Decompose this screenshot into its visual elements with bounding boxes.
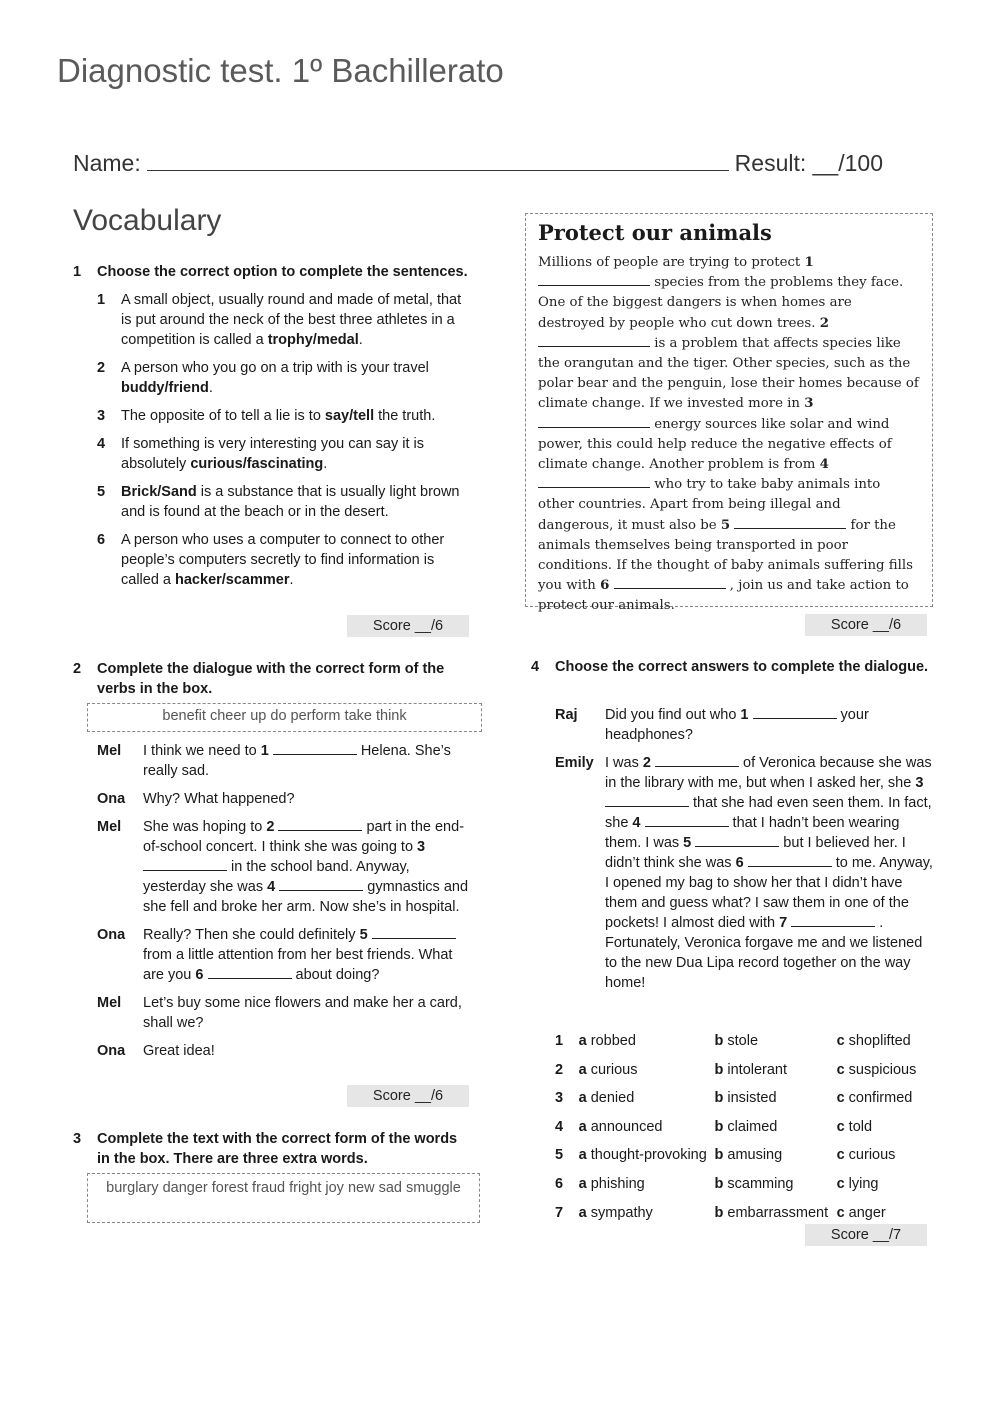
- item-text-post: the truth.: [374, 408, 436, 424]
- text-segment: in the school band. Anyway, yesterday she was: [143, 859, 410, 895]
- text-segment: I think we need to: [143, 743, 261, 759]
- dialogue-text: [143, 741, 471, 781]
- gap-number: 6: [195, 967, 204, 983]
- item-text: [121, 358, 473, 398]
- option-word: confirmed: [848, 1090, 913, 1107]
- answer-blank[interactable]: [538, 334, 650, 347]
- speaker-name: Mel: [97, 995, 122, 1011]
- speaker-name: Mel: [97, 743, 122, 759]
- option-row: [555, 1062, 935, 1091]
- option-letter: b: [714, 1033, 724, 1049]
- answer-blank[interactable]: [279, 878, 363, 891]
- text-segment: to me. Anyway, I opened my bag to show her that I didn’t have them and guess what? I saw them in one of the pockets! I almost died with: [605, 855, 933, 931]
- answer-blank[interactable]: [143, 858, 227, 871]
- question-number: 1: [73, 264, 82, 280]
- item-text: [121, 406, 435, 426]
- question-4: [531, 657, 931, 677]
- answer-blank[interactable]: [538, 273, 650, 286]
- option-c[interactable]: [837, 1062, 935, 1091]
- text-segment: that I hadn’t been wearing them. I was: [605, 815, 900, 851]
- item-text-post: .: [289, 572, 294, 588]
- option-choice[interactable]: trophy/medal: [267, 332, 359, 348]
- option-row: [555, 1147, 935, 1176]
- answer-blank[interactable]: [753, 706, 837, 719]
- option-letter: b: [714, 1175, 724, 1192]
- option-b[interactable]: [714, 1033, 836, 1062]
- option-word: curious: [590, 1061, 638, 1078]
- text-segment: gymnastics and she fell and broke her arm. Now she’s in hospital.: [143, 879, 469, 915]
- option-row: [555, 1119, 935, 1148]
- option-word: anger: [848, 1204, 886, 1221]
- item-text-pre: A person who you go on a trip with is your travel: [121, 360, 429, 376]
- question-number: 4: [531, 659, 540, 675]
- dialogue-line: [97, 1041, 471, 1061]
- question-1: [73, 262, 473, 598]
- option-word: sympathy: [590, 1204, 653, 1221]
- answer-blank[interactable]: [734, 516, 846, 529]
- dialogue-q2: [97, 741, 471, 1069]
- option-number: 5: [555, 1147, 564, 1164]
- dialogue-line: [97, 925, 471, 985]
- gap-number: 2: [819, 315, 829, 331]
- item-number: 2: [97, 360, 106, 376]
- text-segment: who try to take baby animals into other countries. Apart from being illegal and dangerous, it must also be: [538, 477, 881, 533]
- option-number: 4: [555, 1118, 564, 1135]
- dialogue-line: [97, 993, 471, 1033]
- option-word: intolerant: [727, 1061, 788, 1078]
- article-box: [525, 213, 933, 614]
- speaker-name: Ona: [97, 1043, 126, 1059]
- text-segment: that she had even seen them. In fact, she: [605, 795, 932, 831]
- text-segment: species from the problems they face. One of the biggest dangers is when homes are destroyed by people who cut down trees.: [538, 275, 904, 331]
- gap-number: 4: [632, 815, 641, 831]
- option-a[interactable]: [579, 1119, 715, 1148]
- option-row: [555, 1033, 935, 1062]
- item-number: 5: [97, 484, 106, 500]
- option-c[interactable]: [837, 1176, 935, 1205]
- text-segment: from a little attention from her best friends. What are you: [143, 947, 453, 983]
- option-word: amusing: [727, 1147, 783, 1164]
- answer-blank[interactable]: [695, 834, 779, 847]
- option-choice[interactable]: Brick/Sand: [121, 484, 197, 500]
- name-result-row: [73, 150, 883, 177]
- article-body: [538, 253, 920, 617]
- option-number: 6: [555, 1175, 564, 1192]
- dialogue-text: [143, 925, 471, 985]
- option-row: [555, 1090, 935, 1119]
- text-segment: about doing?: [291, 967, 380, 983]
- speaker-name: Ona: [97, 927, 126, 943]
- question-instruction: Complete the text with the correct form of the words in the box. There are three extra words.: [97, 1131, 458, 1167]
- option-letter: b: [714, 1147, 724, 1164]
- score-box-q1[interactable]: Score __/6: [347, 615, 469, 637]
- gap-number: 5: [720, 517, 731, 533]
- gap-number: 4: [267, 879, 276, 895]
- question-instruction: Complete the dialogue with the correct form of the verbs in the box.: [97, 661, 445, 697]
- gap-number: 1: [260, 743, 269, 759]
- dialogue-q4: [555, 705, 933, 1001]
- option-b[interactable]: [714, 1147, 836, 1176]
- dialogue-text: [143, 817, 471, 917]
- option-c[interactable]: [837, 1119, 935, 1148]
- gap-number: 3: [804, 396, 814, 412]
- gap-number: 3: [915, 775, 924, 791]
- option-row: [555, 1176, 935, 1205]
- option-word: denied: [590, 1090, 635, 1107]
- option-word: lying: [848, 1175, 879, 1192]
- dialogue-text: [143, 789, 471, 809]
- option-word: announced: [590, 1118, 663, 1135]
- dialogue-line: [97, 741, 471, 781]
- text-segment: Great idea!: [143, 1043, 215, 1059]
- option-word: curious: [848, 1147, 896, 1164]
- question-number: 2: [73, 661, 82, 677]
- option-number: 3: [555, 1090, 564, 1107]
- gap-number: 3: [417, 839, 426, 855]
- question-number: 3: [73, 1131, 82, 1147]
- section-title: Vocabulary: [73, 204, 222, 237]
- text-segment: of Veronica because she was in the library with me, but when I asked her, she: [605, 755, 932, 791]
- item-text: [121, 434, 473, 474]
- option-letter: b: [714, 1204, 724, 1221]
- item-number: 4: [97, 436, 106, 452]
- word-box-q3: burglary danger forest fraud fright joy new sad smuggle: [87, 1173, 480, 1223]
- answer-blank[interactable]: [208, 966, 292, 979]
- answer-blank[interactable]: [655, 754, 739, 767]
- item-text-post: .: [358, 332, 363, 348]
- score-box-q3[interactable]: Score __/6: [805, 614, 927, 636]
- gap-number: 2: [266, 819, 275, 835]
- option-word: suspicious: [848, 1061, 917, 1078]
- result-label: Result: __/100: [734, 150, 883, 176]
- question-instruction: Choose the correct answers to complete the dialogue.: [555, 659, 929, 675]
- item-number: 6: [97, 532, 106, 548]
- option-word: scamming: [727, 1175, 794, 1192]
- option-word: claimed: [727, 1118, 778, 1135]
- option-b[interactable]: [714, 1176, 836, 1205]
- option-a[interactable]: [579, 1062, 715, 1091]
- gap-number: 6: [735, 855, 744, 871]
- text-segment: Millions of people are trying to protect: [538, 255, 805, 270]
- option-c[interactable]: [837, 1033, 935, 1062]
- option-a[interactable]: [579, 1033, 715, 1062]
- option-letter: a: [578, 1061, 587, 1078]
- option-letter: c: [836, 1061, 845, 1078]
- item-text-post: is a substance that is usually light brown and is found at the beach or in the desert.: [121, 484, 460, 520]
- text-segment: Helena. She’s really sad.: [143, 743, 451, 779]
- option-letter: b: [714, 1061, 724, 1078]
- answer-blank[interactable]: [645, 814, 729, 827]
- option-b[interactable]: [714, 1062, 836, 1091]
- option-choice[interactable]: say/tell: [324, 408, 375, 424]
- option-b[interactable]: [714, 1090, 836, 1119]
- text-segment: Why? What happened?: [143, 791, 295, 807]
- dialogue-line: [97, 789, 471, 809]
- item-number: 1: [97, 292, 106, 308]
- dialogue-text: [605, 705, 933, 745]
- score-box-q4[interactable]: Score __/7: [805, 1224, 927, 1246]
- option-a[interactable]: [579, 1205, 715, 1234]
- gap-number: 4: [819, 457, 829, 473]
- answer-blank[interactable]: [791, 914, 875, 927]
- option-number: 2: [555, 1061, 564, 1078]
- option-letter: b: [714, 1090, 724, 1107]
- option-letter: a: [578, 1204, 587, 1221]
- text-segment: She was hoping to: [143, 819, 267, 835]
- option-letter: a: [578, 1147, 587, 1164]
- dialogue-text: [143, 993, 471, 1033]
- dialogue-line: [555, 753, 933, 993]
- option-choice[interactable]: buddy/friend: [121, 380, 209, 396]
- option-letter: c: [836, 1175, 845, 1192]
- speaker-name: Mel: [97, 819, 122, 835]
- option-letter: a: [578, 1175, 587, 1192]
- item-text: [121, 530, 473, 590]
- option-a[interactable]: [579, 1090, 715, 1119]
- answer-blank[interactable]: [605, 794, 689, 807]
- gap-number: 2: [642, 755, 651, 771]
- text-segment: but I believed her. I didn’t think she was: [605, 835, 906, 871]
- gap-number: 1: [804, 255, 814, 270]
- option-c[interactable]: [837, 1147, 935, 1176]
- text-segment: I was: [605, 755, 643, 771]
- options-table: [555, 1033, 935, 1233]
- option-letter: c: [836, 1147, 845, 1164]
- option-a[interactable]: [579, 1176, 715, 1205]
- option-a[interactable]: [579, 1147, 715, 1176]
- dialogue-text: [605, 753, 933, 993]
- option-letter: a: [578, 1090, 587, 1107]
- option-choice[interactable]: hacker/scammer: [175, 572, 290, 588]
- option-word: embarrassment: [727, 1204, 829, 1221]
- text-segment: Did you find out who: [605, 707, 741, 723]
- option-letter: b: [714, 1118, 724, 1135]
- sentence-item: [97, 358, 473, 398]
- text-segment: . Fortunately, Veronica forgave me and we listened to the new Dua Lipa record together on the way home!: [605, 915, 923, 991]
- item-text-post: .: [323, 456, 328, 472]
- option-word: robbed: [590, 1033, 636, 1049]
- item-text-pre: The opposite of to tell a lie is to: [121, 408, 325, 424]
- text-segment: Really? Then she could definitely: [143, 927, 360, 943]
- option-number: 1: [555, 1033, 564, 1049]
- speaker-name: Raj: [555, 707, 578, 723]
- page-title: Diagnostic test. 1º Bachillerato: [57, 52, 504, 89]
- dialogue-text: [143, 1041, 471, 1061]
- item-number: 3: [97, 408, 106, 424]
- option-word: phishing: [590, 1175, 645, 1192]
- option-letter: a: [578, 1033, 587, 1049]
- text-segment: energy sources like solar and wind power, this could help reduce the negative effects of climate change. Another problem is from: [538, 416, 892, 473]
- sentence-item: [97, 290, 473, 350]
- option-word: told: [848, 1118, 873, 1135]
- speaker-name: Ona: [97, 791, 126, 807]
- option-letter: c: [836, 1090, 845, 1107]
- text-segment: Let’s buy some nice flowers and make her a card, shall we?: [143, 995, 462, 1031]
- item-text: [121, 482, 473, 522]
- answer-blank[interactable]: [372, 926, 456, 939]
- text-segment: for the animals themselves being transported in poor conditions. If the thought of baby animals suffering fills you with: [538, 517, 913, 594]
- dialogue-line: [555, 705, 933, 745]
- text-segment: part in the end-of-school concert. I think she was going to: [143, 819, 465, 855]
- article-title: Protect our animals: [538, 220, 772, 245]
- answer-blank[interactable]: [614, 576, 726, 589]
- answer-blank[interactable]: [278, 818, 362, 831]
- option-word: shoplifted: [848, 1033, 911, 1049]
- speaker-name: Emily: [555, 755, 594, 771]
- option-letter: c: [836, 1033, 845, 1049]
- option-word: stole: [727, 1033, 759, 1049]
- option-c[interactable]: [837, 1090, 935, 1119]
- item-text-pre: A person who uses a computer to connect to other people’s computers secretly to find information is called a: [121, 532, 445, 588]
- answer-blank[interactable]: [538, 415, 650, 428]
- option-number: 7: [555, 1204, 564, 1221]
- gap-number: 5: [683, 835, 692, 851]
- item-text-pre: If something is very interesting you can say it is absolutely: [121, 436, 425, 472]
- answer-blank[interactable]: [273, 742, 357, 755]
- text-segment: is a problem that affects species like the orangutan and the tiger. Other species, such as the polar bear and the penguin, lose their homes because of climate change. If we invested more in: [538, 335, 919, 412]
- score-box-q2[interactable]: Score __/6: [347, 1085, 469, 1107]
- option-b[interactable]: [714, 1119, 836, 1148]
- name-input-line[interactable]: [147, 150, 729, 171]
- option-word: thought-provoking: [590, 1147, 707, 1164]
- text-segment: , join us and take action to protect our animals.: [538, 578, 909, 614]
- sentence-item: [97, 482, 473, 522]
- answer-blank[interactable]: [538, 475, 650, 488]
- gap-number: 7: [779, 915, 788, 931]
- option-choice[interactable]: curious/fascinating: [190, 456, 324, 472]
- question-3: [73, 1129, 473, 1169]
- option-letter: a: [578, 1118, 587, 1135]
- gap-number: 6: [600, 578, 610, 594]
- word-box-q2: benefit cheer up do perform take think: [87, 703, 482, 732]
- item-text: [121, 290, 473, 350]
- question-instruction: Choose the correct option to complete the sentences.: [97, 264, 468, 280]
- text-segment: your headphones?: [605, 707, 869, 743]
- sentence-item: [97, 406, 473, 426]
- gap-number: 1: [740, 707, 749, 723]
- gap-number: 5: [359, 927, 368, 943]
- question-2: [73, 659, 473, 699]
- name-label: Name:: [73, 150, 141, 176]
- answer-blank[interactable]: [748, 854, 832, 867]
- dialogue-line: [97, 817, 471, 917]
- sentence-item: [97, 434, 473, 474]
- item-text-pre: A small object, usually round and made of metal, that is put around the neck of the best three athletes in a competition is called a: [121, 292, 462, 348]
- option-letter: c: [836, 1204, 845, 1221]
- item-text-post: .: [208, 380, 213, 396]
- option-word: insisted: [727, 1090, 777, 1107]
- sentence-item: [97, 530, 473, 590]
- option-letter: c: [836, 1118, 845, 1135]
